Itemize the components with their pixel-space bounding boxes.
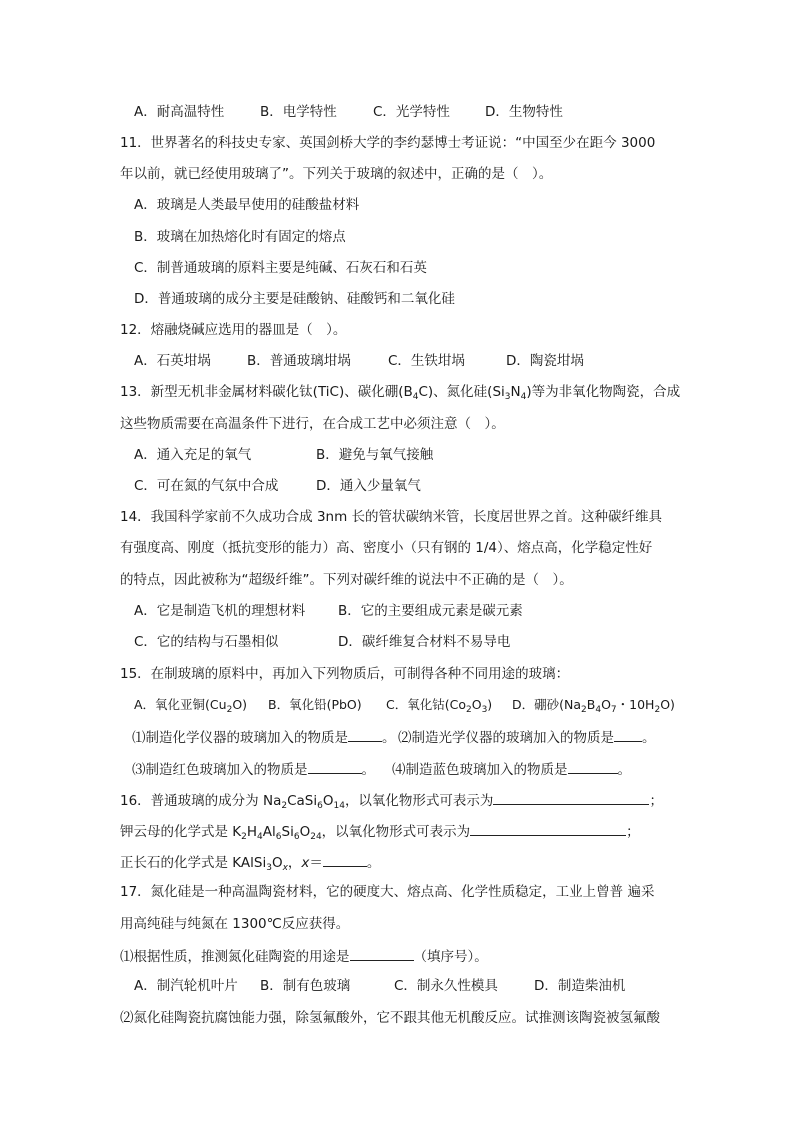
q11-stem-line2: 年以前，就已经使用玻璃了”。下列关于玻璃的叙述中，正确的是（ ）。 (120, 166, 553, 182)
q17-sub-1 (120, 945, 684, 965)
q16-text: Si (281, 824, 294, 840)
q15-sub-2 (398, 726, 656, 748)
q13-options-row1 (120, 445, 684, 465)
q16-text: O (299, 824, 311, 840)
q16-text: ， (287, 855, 302, 871)
q14-stem-line3: 的特点，因此被称为“超级纤维”。下列对碳纤维的说法中不正确的是（ ）。 (120, 572, 573, 588)
q13-option-c: C．可在氮的气氛中合成 (134, 478, 279, 494)
q17-option-d: D．制造柴油机 (534, 978, 626, 994)
subscript: 3 (266, 863, 272, 873)
subscript: 3 (481, 705, 488, 715)
q14-stem-line2: 有强度高、刚度（抵抗变形的能力）高、密度小（只有钢的 1/4）、熔点高，化学稳定性好 (120, 540, 653, 556)
q16-text: CaSi (287, 793, 318, 809)
q16-text: Al (262, 824, 276, 840)
q15-sub-row1 (120, 726, 684, 746)
q13-text: C)、氮化硅(Si (418, 384, 505, 400)
q12-option-a: A．石英坩埚 (134, 353, 211, 369)
q13-option-b: B．避免与氧气接触 (316, 447, 434, 463)
subscript: 6 (275, 832, 282, 842)
q17-sub-2: ⑵氮化硅陶瓷抗腐蚀能力强，除氢氟酸外，它不跟其他无机酸反应。试推测该陶瓷被氢氟酸 (120, 1010, 660, 1026)
semicolon: ； (649, 793, 663, 809)
q13-stem-line2: 这些物质需要在高温条件下进行，在合成工艺中必须注意（ ）。 (120, 416, 505, 432)
subscript: 4 (520, 392, 527, 402)
q12-option-b: B．普通玻璃坩埚 (247, 353, 351, 369)
q17-text: ⑴根据性质，推测氮化硅陶瓷的用途是 (120, 949, 350, 965)
q15-text: C．氧化钴(Co (386, 697, 466, 712)
equals-sign: ＝ (309, 855, 323, 871)
q15-option-c (386, 695, 492, 715)
q16-text: ，以氧化物形式可表示为 (344, 793, 494, 809)
q14-stem-line1: 14．我国科学家前不久成功合成 3nm 长的管状碳纳米管，长度居世界之首。这种碳纤维具 (120, 509, 663, 525)
q16-line3 (120, 851, 684, 871)
q11-option-c: C．制普通玻璃的原料主要是纯碱、石灰石和石英 (134, 260, 427, 276)
period: 。 (366, 855, 381, 871)
q15-text: O) (660, 697, 675, 712)
subscript: 7 (610, 705, 617, 715)
q16-text: O (271, 855, 283, 871)
q11-option-b: B．玻璃在加热熔化时有固定的熔点 (134, 229, 346, 245)
q14-options-row2 (120, 632, 684, 652)
q10-option-d: D．生物特性 (485, 104, 563, 120)
subscript: 2 (281, 801, 288, 811)
q11-option-d: D．普通玻璃的成分主要是硅酸钠、硅酸钙和二氧化硅 (134, 291, 455, 307)
subscript: 2 (226, 705, 233, 715)
period: 。 (361, 762, 375, 778)
q12-option-c: C．生铁坩埚 (388, 353, 465, 369)
q10-options (120, 102, 684, 122)
answer-blank[interactable] (614, 726, 642, 742)
q15-text: ) (487, 697, 493, 712)
q14-options-row1 (120, 601, 684, 621)
answer-blank[interactable] (568, 758, 618, 774)
q15-text: O (471, 697, 482, 712)
subscript: 2 (654, 705, 661, 715)
q16-text: H (246, 824, 258, 840)
q15-sub-text: ⑷制造蓝色玻璃加入的物质是 (392, 762, 568, 778)
semicolon: ； (626, 824, 640, 840)
subscript: 2 (465, 705, 472, 715)
subscript: 4 (257, 832, 263, 842)
subscript: 4 (595, 705, 602, 715)
q17-option-b: B．制有色玻璃 (260, 978, 351, 994)
q15-options (120, 695, 684, 715)
answer-blank[interactable] (470, 820, 626, 836)
q10-option-c: C．光学特性 (373, 104, 450, 120)
q16-text: 16．普通玻璃的成分为 Na (120, 793, 282, 809)
q15-sub-4 (392, 758, 631, 780)
q15-sub-text: ⑶制造红色玻璃加入的物质是 (132, 762, 308, 778)
q16-text: ，以氧化物形式可表示为 (321, 824, 471, 840)
q15-sub-3 (132, 758, 375, 780)
q14-option-d: D．碳纤维复合材料不易导电 (338, 634, 511, 650)
q15-sub-row2 (120, 758, 684, 778)
q10-option-a: A．耐高温特性 (134, 104, 225, 120)
q11-option-a: A．玻璃是人类最早使用的硅酸盐材料 (134, 197, 360, 213)
q12-option-d: D．陶瓷坩埚 (506, 353, 584, 369)
q15-sub-1 (132, 726, 396, 748)
subscript: 2 (581, 705, 587, 715)
variable-x: x (301, 855, 310, 871)
q15-text: ・10H (616, 697, 655, 712)
q15-option-a (134, 695, 247, 715)
period: 。 (642, 730, 656, 746)
q13-stem-line1 (120, 382, 684, 402)
subscript: 2 (241, 832, 247, 842)
answer-blank[interactable] (308, 758, 362, 774)
q16-text: 正长石的化学式是 KAlSi (120, 855, 267, 871)
q17-options (120, 976, 684, 996)
answer-blank[interactable] (348, 726, 382, 742)
subscript: 14 (333, 801, 345, 811)
subscript: 6 (317, 801, 323, 811)
q15-option-d (512, 695, 675, 715)
q15-text: A．氧化亚铜(Cu (134, 697, 227, 712)
answer-blank[interactable] (323, 851, 367, 867)
q15-sub-text: ⑵制造光学仪器的玻璃加入的物质是 (398, 730, 614, 746)
q13-text: N (510, 384, 521, 400)
subscript: 4 (412, 392, 419, 402)
q14-option-b: B．它的主要组成元素是碳元素 (338, 603, 523, 619)
q17-text: （填序号）。 (413, 949, 488, 965)
q17-stem-line2: 用高纯硅与纯氮在 1300℃反应获得。 (120, 916, 350, 932)
period: 。 (617, 762, 631, 778)
q16-line1 (120, 789, 684, 809)
q15-sub-text: ⑴制造化学仪器的玻璃加入的物质是 (132, 730, 348, 746)
answer-blank[interactable] (493, 789, 649, 805)
q16-text: 钾云母的化学式是 K (120, 824, 242, 840)
q13-option-a: A．通入充足的氧气 (134, 447, 252, 463)
q13-text: )等为非氧化物陶瓷，合成 (526, 384, 681, 400)
answer-blank[interactable] (350, 945, 414, 961)
q13-options-row2 (120, 476, 684, 496)
q15-stem: 15．在制玻璃的原料中，再加入下列物质后，可制得各种不同用途的玻璃： (120, 666, 570, 682)
q13-option-d: D．通入少量氧气 (316, 478, 421, 494)
q10-option-b: B．电学特性 (260, 104, 337, 120)
q17-option-a: A．制汽轮机叶片 (134, 978, 238, 994)
q12-options (120, 351, 684, 371)
subscript: 6 (293, 832, 300, 842)
q11-stem-line1: 11．世界著名的科技史专家、英国剑桥大学的李约瑟博士考证说：“中国至少在距今 3000 (120, 135, 656, 151)
q17-option-c: C．制永久性模具 (394, 978, 498, 994)
q15-text: O (601, 697, 611, 712)
subscript: 24 (310, 832, 322, 842)
q14-option-a: A．它是制造飞机的理想材料 (134, 603, 306, 619)
q15-text: D．硼砂(Na (512, 697, 582, 712)
q14-option-c: C．它的结构与石墨相似 (134, 634, 279, 650)
q16-text: O (322, 793, 334, 809)
q17-stem-line1: 17．氮化硅是一种高温陶瓷材料，它的硬度大、熔点高、化学性质稳定，工业上曾普 遍采 (120, 884, 655, 900)
q13-text: 13．新型无机非金属材料碳化钛(TiC)、碳化硼(B (120, 384, 413, 400)
q15-text: O) (232, 697, 248, 712)
subscript: 3 (504, 392, 511, 402)
subscript: x (282, 863, 288, 873)
q12-stem: 12．熔融烧碱应选用的器皿是（ ）。 (120, 322, 347, 338)
q15-text: B (586, 697, 596, 712)
q15-option-b: B．氧化铅(PbO) (268, 697, 362, 712)
period: 。 (382, 730, 396, 746)
q16-line2 (120, 820, 684, 840)
